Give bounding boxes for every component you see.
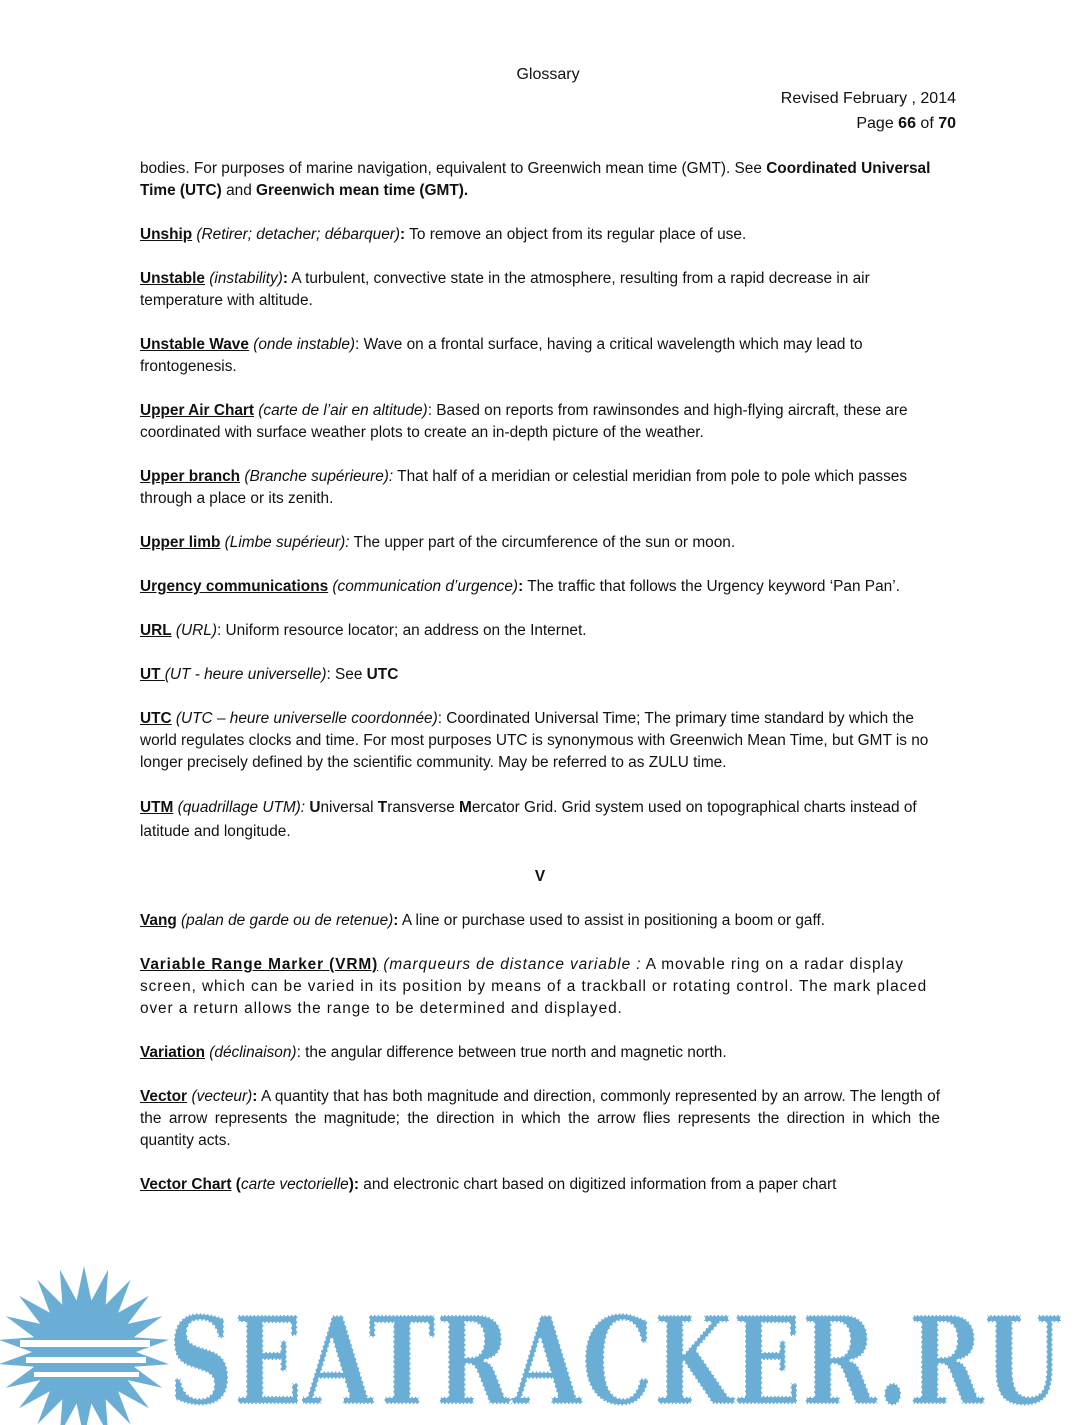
translation: (palan de garde ou de retenue) (176, 912, 394, 929)
definition: A line or purchase used to assist in positioning a boom or gaff. (398, 912, 826, 929)
term-unship: Unship (140, 226, 193, 243)
definition: That half of a meridian or celestial meridian from pole to pole which passes through a place or its zenith. (140, 468, 908, 507)
definition: : Wave on a frontal surface, having a critical wavelength which may lead to frontogenesis. (140, 336, 863, 375)
translation: (instability) (205, 270, 283, 287)
page-total: 70 (938, 115, 956, 132)
definition: : See (326, 666, 367, 683)
definition-part: niversal (320, 799, 378, 816)
definition: To remove an object from its regular place of use. (405, 226, 747, 243)
definition: A turbulent, convective state in the atmosphere, resulting from a rapid decrease in air temperature with altitude. (140, 270, 870, 309)
term-vector-chart: Vector Chart (140, 1176, 232, 1193)
entry-vector-chart (140, 1174, 940, 1196)
intro-ref-gmt: Greenwich mean time (GMT). (256, 182, 469, 199)
definition: A quantity that has both magnitude and direction, commonly represented by an arrow. The length of the arrow represents the magnitude; the direction in which the arrow flies represents the direction in which the quantity acts. (140, 1088, 940, 1149)
revised-date: Revised February , 2014 (780, 90, 956, 107)
intro-paragraph (140, 158, 940, 202)
entry-utm (140, 796, 940, 844)
entry-unship (140, 224, 940, 246)
term-urgency-communications: Urgency communications (140, 578, 329, 595)
translation: (Branche supérieure): (240, 468, 394, 485)
intro-ref-utc: Coordinated Universal Time (UTC) (140, 160, 931, 199)
translation: carte vectorielle (240, 1176, 349, 1193)
acronym-letter: T (377, 799, 388, 816)
sun-icon (0, 1266, 169, 1425)
acronym-letter: U (309, 799, 321, 816)
term-vrm: Variable Range Marker (VRM) (140, 956, 379, 973)
term-utc: UTC (140, 710, 172, 727)
colon: : (393, 912, 399, 929)
term-upper-branch: Upper branch (140, 468, 241, 485)
page-number: 66 (898, 115, 916, 132)
colon: : (400, 226, 406, 243)
watermark-text: SEATRACKER.RU (168, 1289, 1063, 1425)
definition: The upper part of the circumference of the sun or moon. (349, 534, 736, 551)
definition: and electronic chart based on digitized information from a paper chart (358, 1176, 837, 1193)
definition: The traffic that follows the Urgency keyword ‘Pan Pan’. (523, 578, 900, 595)
definition: : Coordinated Universal Time; The primary time standard by which the world regulates clocks and time. For most purposes UTC is synonymous with Greenwich Mean Time, but GMT is no longer precisely defined by the scientific community. May be referred to as ZULU time. (140, 710, 929, 771)
translation: (marqueurs de distance variable : (378, 956, 642, 973)
intro-text: bodies. For purposes of marine navigation, equivalent to Greenwich mean time (GMT). See (140, 160, 767, 177)
term-vector: Vector (140, 1088, 188, 1105)
entry-utc (140, 708, 940, 774)
translation: (UT - heure universelle) (164, 666, 327, 683)
entry-vang (140, 910, 940, 932)
translation: (UTC – heure universelle coordonnée) (171, 710, 438, 727)
colon: : (282, 270, 288, 287)
paren-close: ): (348, 1176, 359, 1193)
page-of: of (915, 115, 939, 132)
translation: (quadrillage UTM): (173, 799, 310, 816)
page-indicator (856, 115, 956, 133)
definition-part: ransverse (387, 799, 460, 816)
term-url: URL (140, 622, 172, 639)
translation: (Limbe supérieur): (220, 534, 350, 551)
translation: (communication d’urgence) (328, 578, 519, 595)
section-heading-v: V (534, 868, 546, 885)
entry-variable-range-marker (140, 954, 940, 1020)
entry-variation (140, 1042, 940, 1064)
term-utm: UTM (140, 799, 174, 816)
entry-upper-air-chart (140, 400, 940, 444)
entry-vector (140, 1086, 940, 1152)
entry-url (140, 620, 940, 642)
paren-open: ( (231, 1176, 241, 1193)
definition: : Based on reports from rawinsondes and high-flying aircraft, these are coordinated with surface weather plots to create an in-depth picture of the weather. (140, 402, 908, 441)
entry-unstable (140, 268, 940, 312)
glossary-content (140, 158, 940, 1218)
translation: (déclinaison) (205, 1044, 297, 1061)
intro-and: and (221, 182, 257, 199)
term-vang: Vang (140, 912, 177, 929)
definition: A movable ring on a radar display screen, which can be varied in its position by means of a trackball or rotating control. The mark placed over a return allows the range to be determined and displayed. (140, 956, 928, 1017)
term-unstable-wave: Unstable Wave (140, 336, 249, 353)
translation: (Retirer; detacher; débarquer) (192, 226, 401, 243)
translation: (onde instable) (248, 336, 356, 353)
header-title: Glossary (516, 66, 580, 83)
term-upper-air-chart: Upper Air Chart (140, 402, 255, 419)
translation: (URL) (171, 622, 217, 639)
entry-upper-branch (140, 466, 940, 510)
entry-ut (140, 664, 940, 686)
acronym-letter: M (459, 799, 472, 816)
watermark-logo (0, 1262, 1080, 1425)
definition: : Uniform resource locator; an address on the Internet. (216, 622, 587, 639)
entry-urgency-communications (140, 576, 940, 598)
page-label: Page (856, 115, 899, 132)
definition-part: ercator Grid. Grid system used on topographical charts instead of latitude and longitude. (140, 799, 917, 840)
entry-unstable-wave (140, 334, 940, 378)
colon: : (518, 578, 524, 595)
entry-upper-limb (140, 532, 940, 554)
translation: (vecteur) (187, 1088, 253, 1105)
term-upper-limb: Upper limb (140, 534, 221, 551)
colon: : (252, 1088, 258, 1105)
see-reference: UTC (366, 666, 399, 683)
term-ut: UT (140, 666, 165, 683)
term-variation: Variation (140, 1044, 206, 1061)
term-unstable: Unstable (140, 270, 205, 287)
translation: (carte de l’air en altitude) (254, 402, 428, 419)
definition: : the angular difference between true north and magnetic north. (296, 1044, 727, 1061)
